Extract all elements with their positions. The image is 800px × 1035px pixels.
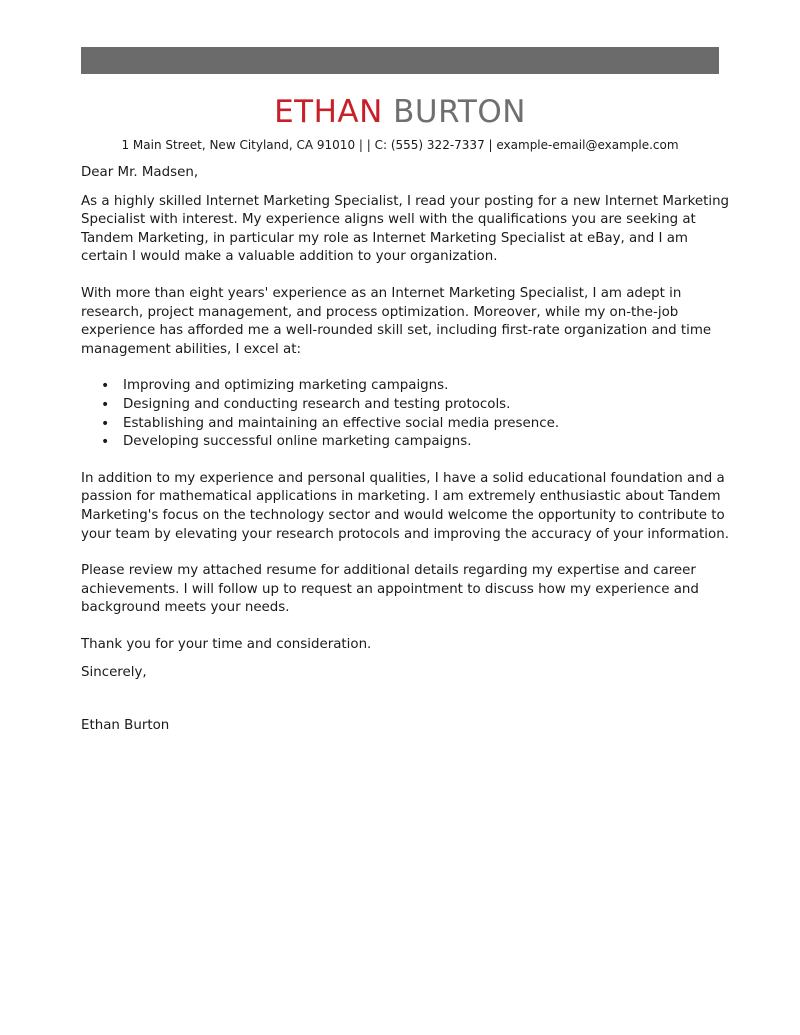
signoff: Sincerely, [81,665,147,681]
paragraph-experience: With more than eight years' experience as an Internet Marketing Specialist, I am adept in research, project management, and process optimization. Moreover, while my on-the-job experience has afforded me a well-rounded skill set, including first-rate organization and time management abilities, I excel at: [81,285,712,357]
first-name: ETHAN [274,94,383,130]
letter-body [81,164,731,754]
last-name: BURTON [393,94,526,130]
name-heading [0,92,800,132]
thanks-line: Thank you for your time and consideration. [81,636,372,652]
paragraph-closing: Please review my attached resume for additional details regarding my expertise and career achievements. I will follow up to request an appointment to discuss how my experience and background meets your needs. [81,563,699,616]
signature-name: Ethan Burton [81,718,170,734]
header-bar [81,47,719,74]
list-item: • Developing successful online marketing campaigns. [101,433,731,452]
contact-line: 1 Main Street, New Cityland, CA 91010 | | C: (555) 322-7337 | example-email@example.com [121,138,679,152]
paragraph-intro: As a highly skilled Internet Marketing Specialist, I read your posting for a new Internet Marketing Specialist with interest. My experience aligns well with the qualifications you are seeking at Tandem Marketing, in particular my role as Internet Marketing Specialist at eBay, and I am certain I would make a valuable addition to your organization. [81,193,730,265]
skills-list [81,377,731,451]
list-item: • Designing and conducting research and testing protocols. [101,396,731,415]
list-item: • Improving and optimizing marketing campaigns. [101,377,731,396]
paragraph-education: In addition to my experience and personal qualities, I have a solid educational foundation and a passion for mathematical applications in marketing. I am extremely enthusiastic about Tandem Marketing's focus on the technology sector and would welcome the opportunity to contribute to your team by elevating your research protocols and improving the accuracy of your information. [81,470,729,542]
greeting: Dear Mr. Madsen, [81,165,199,180]
list-item: • Establishing and maintaining an effective social media presence. [101,415,731,434]
